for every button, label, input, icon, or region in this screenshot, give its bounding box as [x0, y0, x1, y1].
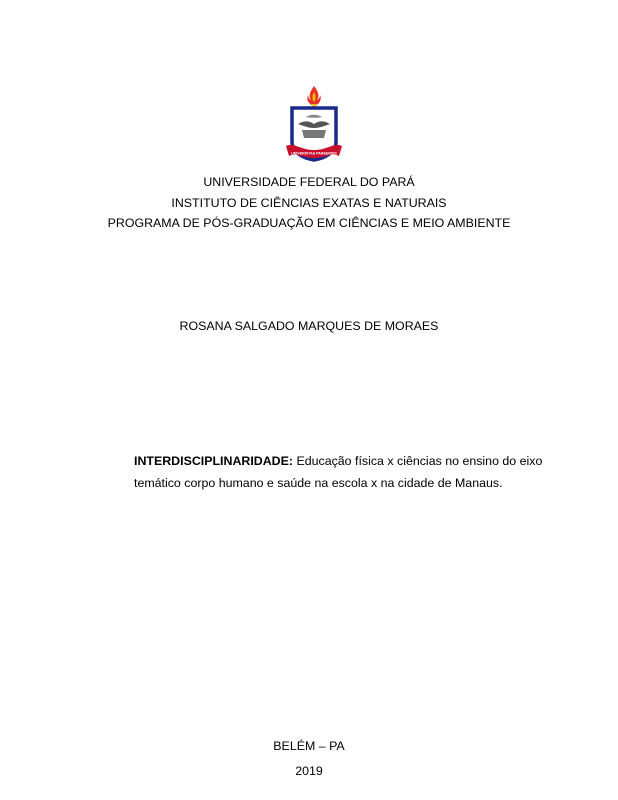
thesis-title	[134, 450, 544, 494]
author-name: ROSANA SALGADO MARQUES DE MORAES	[179, 319, 439, 333]
university-seal-icon	[284, 84, 344, 166]
place: BELÉM – PA	[273, 739, 345, 753]
year: 2019	[295, 764, 323, 778]
svg-text:UNIVERSITAS PARAENSIS: UNIVERSITAS PARAENSIS	[291, 151, 337, 156]
title-line-2: temático corpo humano e saúde na escola x na cidade de Manaus.	[134, 476, 503, 490]
program-name: PROGRAMA DE PÓS-GRADUAÇÃO EM CIÊNCIAS E MEIO AMBIENTE	[107, 216, 511, 230]
institute-name: INSTITUTO DE CIÊNCIAS EXATAS E NATURAIS	[171, 196, 447, 210]
university-name: UNIVERSIDADE FEDERAL DO PARÁ	[203, 175, 415, 189]
title-line-1	[134, 450, 544, 472]
title-line-1-text: Educação física x ciências no ensino do eixo	[293, 454, 543, 468]
title-keyword: INTERDISCIPLINARIDADE:	[134, 454, 294, 468]
